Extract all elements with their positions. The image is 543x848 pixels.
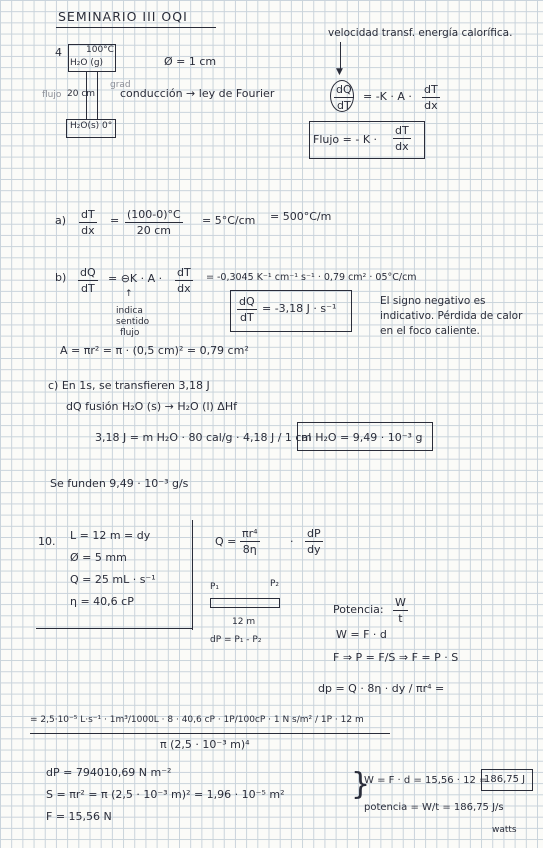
given-viscosity: η = 40,6 cP bbox=[70, 595, 134, 608]
part-c-line-1: c) En 1s, se transfieren 3,18 J bbox=[48, 379, 210, 392]
part-b-label: b) bbox=[55, 271, 67, 284]
part-b-heat-rate bbox=[78, 266, 98, 295]
result-force: F = 15,56 N bbox=[46, 810, 112, 823]
poiseuille-den-1: 8η bbox=[242, 543, 257, 556]
poiseuille-den-2: dy bbox=[307, 543, 321, 556]
fourier-gradient bbox=[422, 83, 440, 112]
part-b-grad-dt: dT bbox=[177, 266, 191, 279]
fourier-equation: = -K · A · bbox=[363, 90, 412, 103]
part-a-label: a) bbox=[55, 214, 67, 227]
part-a-gradient bbox=[79, 208, 97, 237]
poiseuille-dot: · bbox=[290, 535, 294, 548]
pressure-drop-def: dP = P₁ - P₂ bbox=[210, 635, 262, 645]
diameter-label: Ø = 1 cm bbox=[164, 55, 217, 68]
part-b-fourier: = ⊖K · A · bbox=[108, 272, 163, 285]
result-area: S = πr² = π (2,5 · 10⁻³ m)² = 1,96 · 10⁻⁵ m² bbox=[46, 788, 285, 801]
problem-10-number: 10. bbox=[38, 535, 56, 548]
fourier-dx: dx bbox=[424, 99, 438, 112]
part-b-note-3: flujo bbox=[120, 328, 140, 338]
part-a-dt: dT bbox=[81, 208, 95, 221]
poiseuille-num-1: πr⁴ bbox=[242, 527, 258, 540]
force-equation: F ⇒ P = F/S ⇒ F = P · S bbox=[333, 651, 459, 664]
part-b-area: A = πr² = π · (0,5 cm)² = 0,79 cm² bbox=[60, 344, 249, 357]
part-b-note-1: indica bbox=[116, 306, 143, 316]
given-divider-vertical bbox=[192, 520, 193, 630]
results-brace: } bbox=[351, 767, 371, 802]
part-a-value-fraction bbox=[125, 208, 183, 237]
poiseuille-fraction-2 bbox=[305, 527, 323, 556]
result-dp: dP = 794010,69 N m⁻² bbox=[46, 766, 172, 779]
dq-dt-fraction bbox=[334, 83, 354, 112]
page-title: SEMINARIO III OQI bbox=[58, 9, 188, 24]
poiseuille-num-2: dP bbox=[307, 527, 321, 540]
part-a-equals: = bbox=[110, 214, 120, 227]
part-b-dq: dQ bbox=[80, 266, 96, 279]
part-b-gradient bbox=[175, 266, 193, 295]
gradient-label: grad bbox=[110, 80, 131, 90]
result-power: potencia = W/t = 186,75 J/s bbox=[364, 802, 504, 813]
conduction-label: conducción → ley de Fourier bbox=[120, 87, 275, 100]
part-b-box-dq: dQ bbox=[239, 295, 255, 308]
hot-reservoir-phase: H₂O (g) bbox=[70, 58, 104, 68]
part-b-result-fraction bbox=[237, 295, 257, 324]
part-a-numerator: (100-0)°C bbox=[127, 208, 181, 221]
part-b-box-dt: dT bbox=[239, 311, 254, 324]
pressure-drop-equation: dp = Q · 8η · dy / πr⁴ = bbox=[318, 682, 445, 695]
power-label: Potencia: bbox=[333, 603, 384, 616]
part-a-result-si: = 500°C/m bbox=[270, 210, 332, 223]
long-equation-denominator: π (2,5 · 10⁻³ m)⁴ bbox=[160, 738, 250, 751]
power-fraction bbox=[393, 596, 408, 625]
part-c-conclusion: Se funden 9,49 · 10⁻³ g/s bbox=[50, 477, 189, 490]
work-equation: W = F · d bbox=[336, 628, 387, 641]
heat-rate-arrowhead: ▼ bbox=[336, 67, 343, 77]
part-a-denominator: 20 cm bbox=[136, 224, 171, 237]
poiseuille-fraction-1 bbox=[240, 527, 260, 556]
part-b-arrow: ↑ bbox=[125, 289, 133, 299]
part-b-grad-dx: dx bbox=[177, 282, 191, 295]
watts-note: watts bbox=[492, 825, 517, 835]
result-work-value: 186,75 J bbox=[484, 774, 526, 785]
part-b-side-note: El signo negativo es indicativo. Pérdida de calor en el foco caliente. bbox=[380, 295, 523, 337]
power-den: t bbox=[398, 612, 403, 625]
part-c-result: m H₂O = 9,49 · 10⁻³ g bbox=[301, 431, 423, 444]
poiseuille-left: Q = bbox=[215, 535, 237, 548]
pipe-diagram bbox=[210, 598, 280, 608]
rod-right bbox=[97, 71, 98, 119]
power-num: W bbox=[395, 596, 406, 609]
part-a-dx: dx bbox=[81, 224, 95, 237]
title-underline bbox=[56, 27, 216, 28]
part-c-line-3: 3,18 J = m H₂O · 80 cal/g · 4,18 J / 1 cal bbox=[95, 431, 312, 444]
length-label: 20 cm bbox=[67, 89, 96, 99]
flux-dx: dx bbox=[395, 140, 409, 153]
given-diameter: Ø = 5 mm bbox=[70, 551, 127, 564]
given-divider-horizontal bbox=[36, 628, 192, 629]
given-flow: Q = 25 mL · s⁻¹ bbox=[70, 573, 156, 586]
cold-reservoir-label: H₂O(s) 0° bbox=[70, 121, 113, 131]
flux-equation-left: Flujo = - K · bbox=[313, 133, 378, 146]
long-equation-bar bbox=[30, 733, 390, 734]
long-equation-numerator: = 2,5·10⁻⁵ L·s⁻¹ · 1m³/1000L · 8 · 40,6 cP · 1P/100cP · 1 N s/m² / 1P · 12 m bbox=[30, 715, 364, 725]
part-c-line-2: dQ fusión H₂O (s) → H₂O (l) ΔHf bbox=[66, 400, 237, 413]
part-b-result-value: = -3,18 J · s⁻¹ bbox=[262, 302, 337, 315]
dq-numerator: dQ bbox=[336, 83, 352, 96]
heat-rate-note: velocidad transf. energía calorífica. bbox=[328, 27, 513, 39]
flux-equation-gradient bbox=[393, 124, 411, 153]
flux-dt: dT bbox=[395, 124, 409, 137]
pipe-length: 12 m bbox=[232, 617, 256, 627]
pressure-2-label: P₂ bbox=[270, 579, 280, 589]
problem-4-number: 4 bbox=[55, 46, 62, 59]
given-length: L = 12 m = dy bbox=[70, 529, 151, 542]
fourier-dt: dT bbox=[424, 83, 438, 96]
dt-denominator: dT bbox=[336, 99, 351, 112]
hot-reservoir-temp: 100°C bbox=[86, 45, 114, 55]
pressure-1-label: P₁ bbox=[210, 582, 220, 592]
flujo-side-label: flujo bbox=[42, 90, 62, 100]
part-b-substitution: = -0,3045 K⁻¹ cm⁻¹ s⁻¹ · 0,79 cm² · 05°C/cm bbox=[206, 272, 417, 283]
part-b-note-2: sentido bbox=[116, 317, 150, 327]
result-work: W = F · d = 15,56 · 12 = bbox=[364, 775, 488, 786]
part-a-result: = 5°C/cm bbox=[202, 214, 256, 227]
part-b-dt: dT bbox=[80, 282, 95, 295]
